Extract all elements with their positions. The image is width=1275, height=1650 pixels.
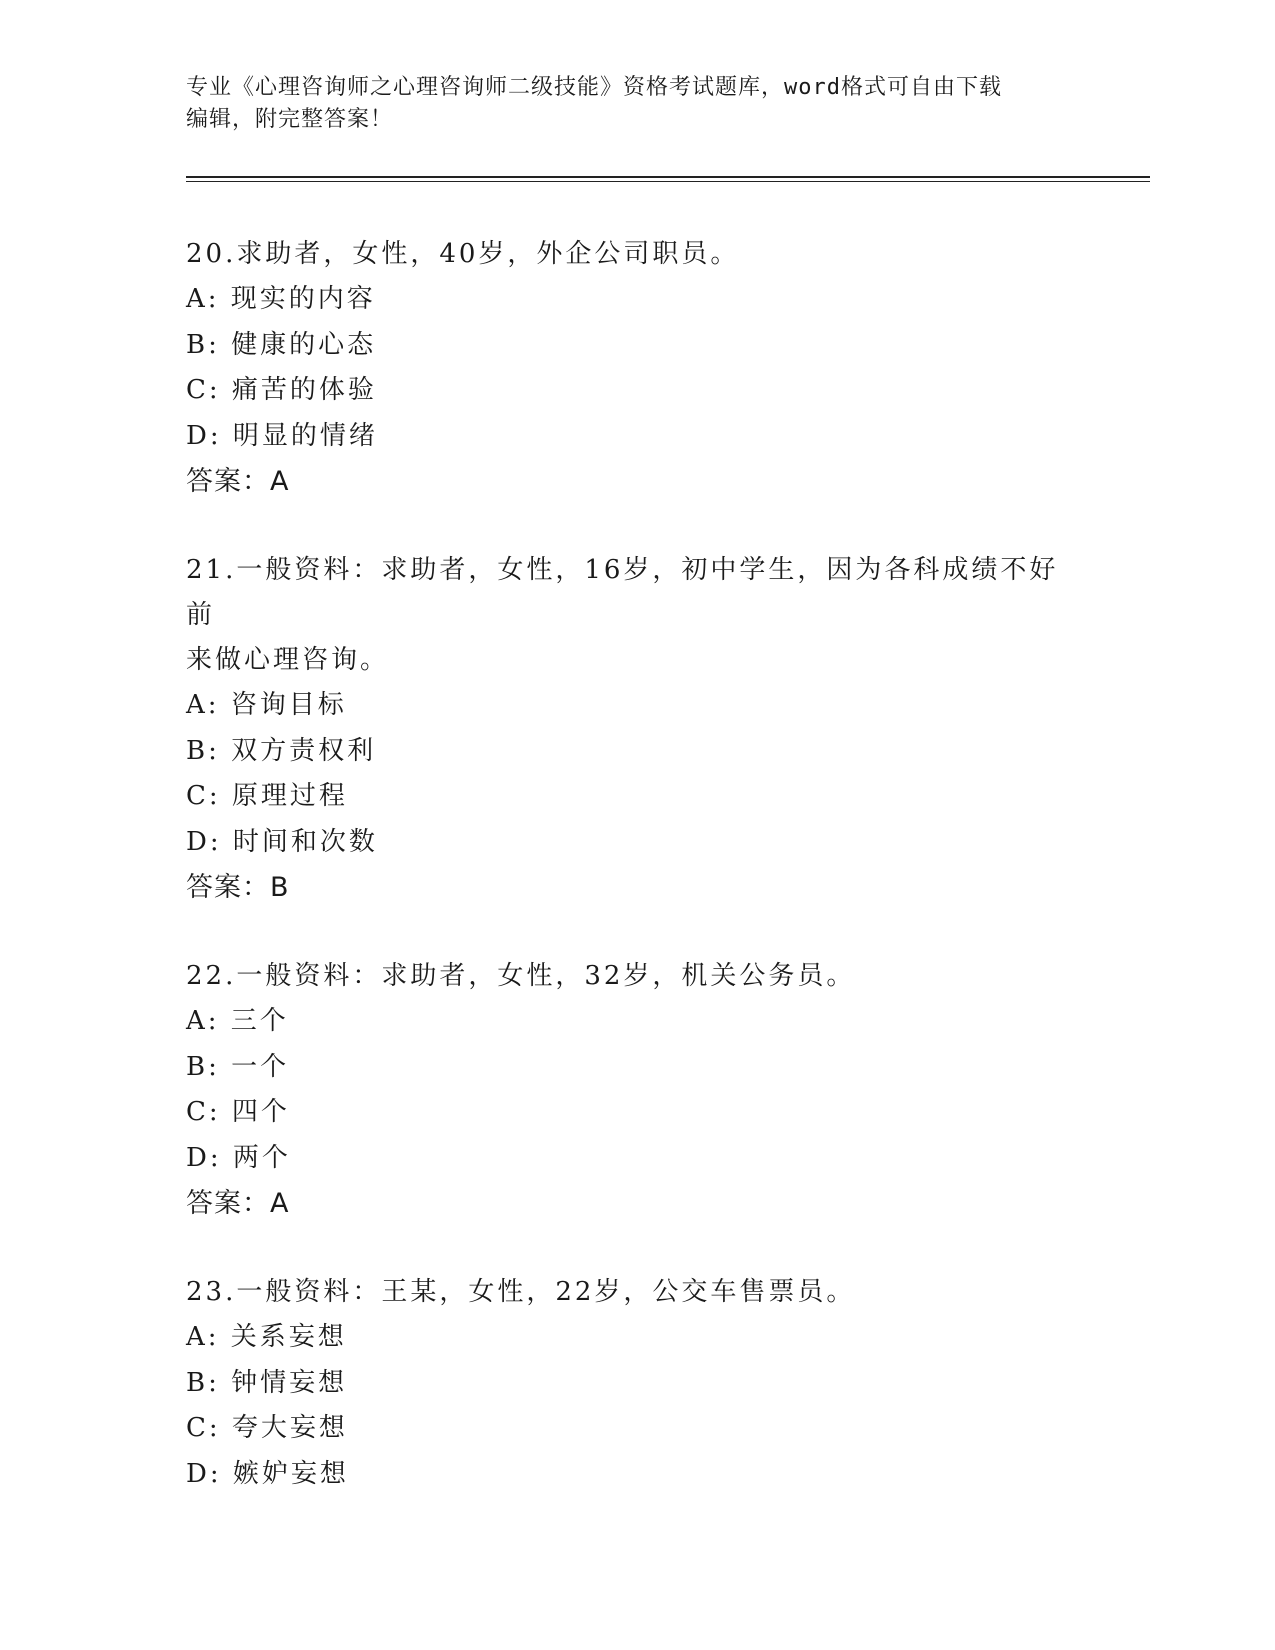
option-c: C: 四个: [186, 1097, 290, 1127]
header-line-2: 编辑，附完整答案！: [186, 107, 394, 132]
question-stem: 22.一般资料：求助者，女性，32岁，机关公务员。: [186, 961, 856, 991]
answer: 答案：A: [186, 466, 290, 497]
option-d: D: 嫉妒妄想: [186, 1458, 349, 1489]
option-c: C: 原理过程: [186, 781, 348, 811]
option-d: D: 明显的情绪: [186, 420, 378, 451]
question-stem: 23.一般资料：王某，女性，22岁，公交车售票员。: [186, 1277, 856, 1307]
option-a: A: 现实的内容: [186, 284, 376, 314]
option-a: A: 咨询目标: [186, 690, 347, 720]
question-20: [186, 232, 1086, 504]
option-c: C: 痛苦的体验: [186, 375, 377, 405]
header-line-1: 专业《心理咨询师之心理咨询师二级技能》资格考试题库，word格式可自由下载: [186, 75, 1002, 100]
option-b: B: 健康的心态: [186, 329, 377, 360]
question-22: [186, 954, 1086, 1226]
option-a: A: 三个: [186, 1006, 289, 1036]
option-a: A: 关系妄想: [186, 1322, 347, 1352]
option-d: D: 时间和次数: [186, 826, 378, 857]
header-divider-thick: [186, 176, 1150, 178]
question-stem: 21.一般资料：求助者，女性，16岁，初中学生，因为各科成绩不好前: [186, 555, 1059, 630]
option-c: C: 夸大妄想: [186, 1413, 348, 1443]
option-b: B: 一个: [186, 1051, 290, 1082]
answer: 答案：A: [186, 1188, 290, 1219]
header-divider-thin: [186, 181, 1150, 182]
answer: 答案：B: [186, 872, 290, 903]
question-23: [186, 1270, 1086, 1497]
question-list: [186, 232, 1086, 1541]
document-header: [186, 72, 1066, 136]
question-stem: 20.求助者，女性，40岁，外企公司职员。: [186, 239, 740, 269]
question-stem-continued: 来做心理咨询。: [186, 645, 390, 675]
option-d: D: 两个: [186, 1142, 291, 1173]
question-21: [186, 548, 1086, 910]
option-b: B: 双方责权利: [186, 735, 377, 766]
option-b: B: 钟情妄想: [186, 1367, 348, 1398]
